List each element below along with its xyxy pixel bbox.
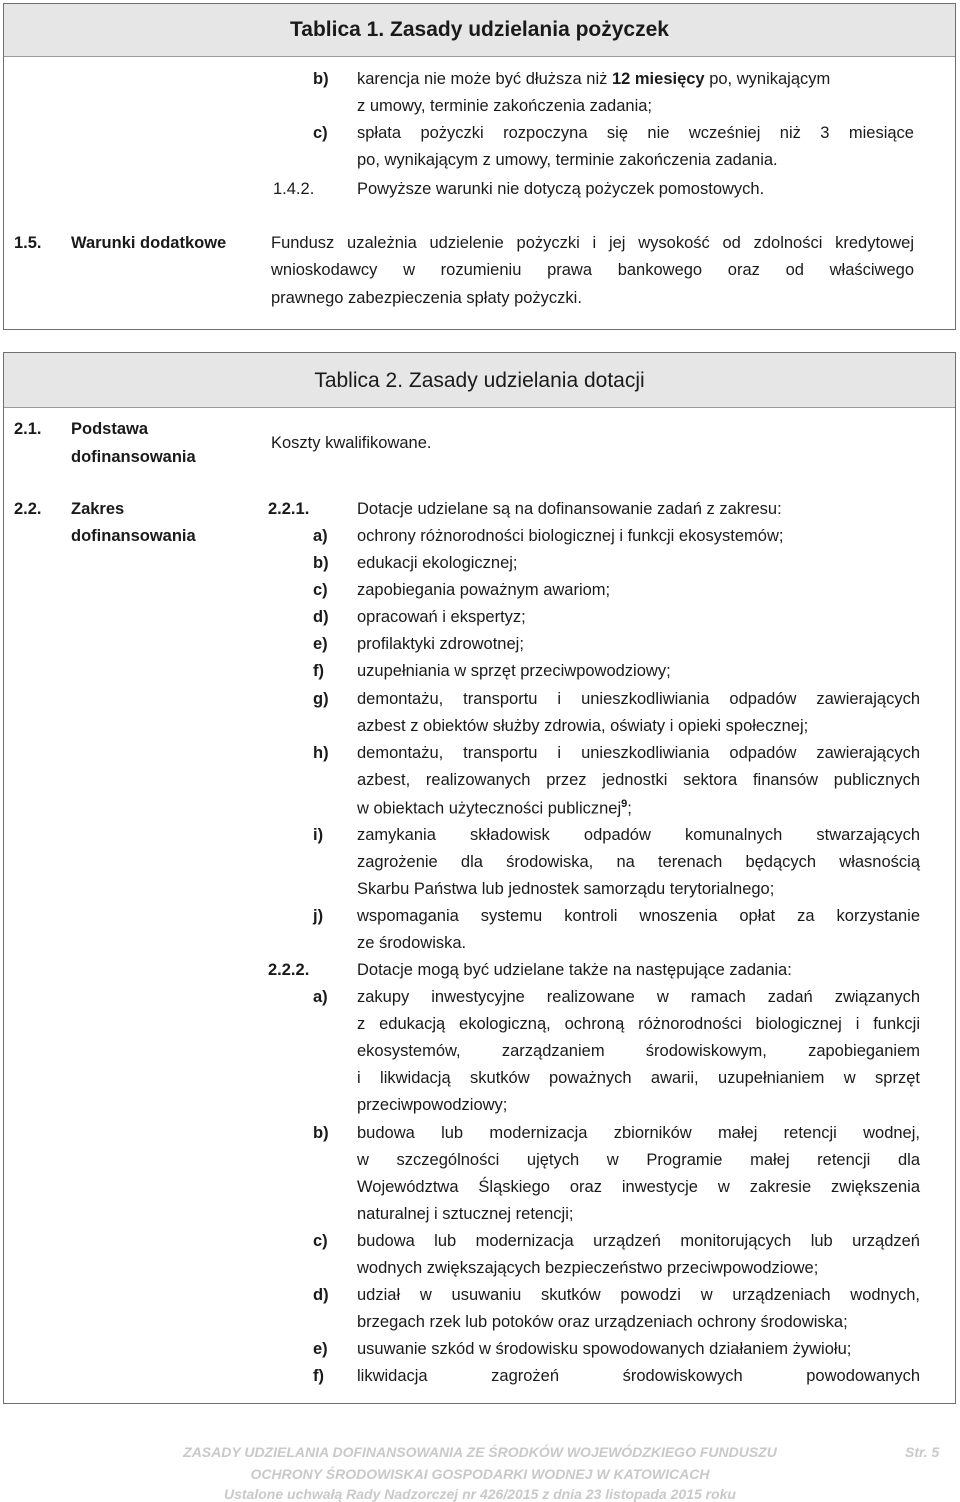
paragraph-label: 2.2.1. (268, 500, 310, 518)
footer-line: Ustalone uchwałą Rady Nadzorczej nr 426/2015 z dnia 23 listopada 2015 roku (224, 1486, 736, 1502)
list-label: d) (313, 608, 329, 626)
list-label: e) (313, 1340, 328, 1358)
item-label: c) (313, 124, 328, 142)
paragraph-text: Dotacje udzielane są na dofinansowanie zadań z zakresu: (357, 500, 782, 518)
section-number: 1.5. (14, 234, 42, 252)
list-label: j) (313, 907, 324, 925)
list-item: i likwidacją skutków poważnych awarii, uzupełnianiem w sprzęt (357, 1069, 920, 1087)
list-item: Skarbu Państwa lub jednostek samorządu terytorialnego; (357, 880, 775, 898)
row-heading: Podstawa (71, 420, 149, 438)
table-2-title: Tablica 2. Zasady udzielania dotacji (4, 353, 955, 408)
list-item: Województwa Śląskiego oraz inwestycje w zakresie zwiększenia (357, 1178, 920, 1196)
list-item: udział w usuwaniu skutków powodzi w urządzeniach wodnych, (357, 1286, 920, 1304)
list-label: a) (313, 988, 328, 1006)
list-item: uzupełniania w sprzęt przeciwpowodziowy; (357, 662, 671, 680)
row-number: 2.2. (14, 500, 42, 518)
item-b-line1: karencja nie może być dłuższa niż 12 miesięcy po, wynikającym (357, 70, 831, 88)
section-text-line: wnioskodawcy w rozumieniu prawa bankowego oraz od właściwego (271, 261, 914, 279)
footer-line: OCHRONY ŚRODOWISKAI GOSPODARKI WODNEJ W KATOWICACH (250, 1466, 710, 1482)
list-item: profilaktyki zdrowotnej; (357, 635, 524, 653)
row-heading: Zakres (71, 500, 125, 518)
list-label: d) (313, 1286, 329, 1304)
list-item: opracowań i ekspertyz; (357, 608, 526, 626)
list-item: zamykania składowisk odpadów komunalnych stwarzających (357, 826, 920, 844)
list-label: f) (313, 1367, 324, 1385)
list-label: h) (313, 744, 329, 762)
row-text: Koszty kwalifikowane. (271, 434, 432, 452)
list-label: b) (313, 554, 329, 572)
list-label: c) (313, 581, 328, 599)
list-item: zapobiegania poważnym awariom; (357, 581, 611, 599)
list-label: c) (313, 1232, 328, 1250)
table-1-title: Tablica 1. Zasady udzielania pożyczek (4, 4, 955, 57)
list-item: zakupy inwestycyjne realizowane w ramach zadań związanych (357, 988, 920, 1006)
item-label: b) (313, 70, 329, 88)
list-item: demontażu, transportu i unieszkodliwiania odpadów zawierających (357, 744, 920, 762)
item-c-line1: spłata pożyczki rozpoczyna się nie wcześniej niż 3 miesiące (357, 124, 914, 142)
list-item: budowa lub modernizacja urządzeń monitorujących lub urządzeń (357, 1232, 920, 1250)
list-item: ekosystemów, zarządzaniem środowiskowym, zapobieganiem (357, 1042, 920, 1060)
row-heading: dofinansowania (71, 527, 196, 545)
list-item: wspomagania systemu kontroli wnoszenia opłat za korzystanie (357, 907, 920, 925)
list-item: azbest, realizowanych przez jednostki sektora finansów publicznych (357, 771, 920, 789)
section-text-line: Fundusz uzależnia udzielenie pożyczki i jej wysokość od zdolności kredytowej (271, 234, 914, 252)
footer-line: ZASADY UDZIELANIA DOFINANSOWANIA ZE ŚRODKÓW WOJEWÓDZKIEGO FUNDUSZU (183, 1444, 777, 1460)
list-item: wodnych zwiększających bezpieczeństwo przeciwpowodziowe; (357, 1259, 819, 1277)
list-item: usuwanie szkód w środowisku spowodowanych działaniem żywiołu; (357, 1340, 852, 1358)
row-heading: dofinansowania (71, 448, 196, 466)
list-label: f) (313, 662, 324, 680)
list-item: w obiektach użyteczności publicznej$^9$; (357, 798, 632, 818)
list-item: naturalnej i sztucznej retencji; (357, 1205, 574, 1223)
section-text-line: prawnego zabezpieczenia spłaty pożyczki. (271, 289, 582, 307)
page-number: Str. 5 (905, 1444, 940, 1460)
section-heading: Warunki dodatkowe (71, 234, 227, 252)
paragraph-text: Dotacje mogą być udzielane także na następujące zadania: (357, 961, 792, 979)
footnote-marker: 9 (621, 798, 628, 810)
list-item: w szczególności ujętych w Programie małej retencji dla (357, 1151, 920, 1169)
list-item: ochrony różnorodności biologicznej i funkcji ekosystemów; (357, 527, 784, 545)
item-b-line2: z umowy, terminie zakończenia zadania; (357, 97, 653, 115)
note-label: 1.4.2. (273, 180, 315, 198)
note-text: Powyższe warunki nie dotyczą pożyczek pomostowych. (357, 180, 765, 198)
list-item: azbest z obiektów służby zdrowia, oświaty i opieki społecznej; (357, 717, 809, 735)
item-c-line2: po, wynikającym z umowy, terminie zakończenia zadania. (357, 151, 778, 169)
list-item: zagrożenie dla środowiska, na terenach będących własnością (357, 853, 920, 871)
list-item: z edukacją ekologiczną, ochroną różnorodności biologicznej i funkcji (357, 1015, 920, 1033)
row-number: 2.1. (14, 420, 42, 438)
list-item: demontażu, transportu i unieszkodliwiania odpadów zawierających (357, 690, 920, 708)
list-item: ze środowiska. (357, 934, 467, 952)
list-item: brzegach rzek lub potoków oraz urządzeniach ochrony środowiska; (357, 1313, 848, 1331)
list-item: edukacji ekologicznej; (357, 554, 518, 572)
list-item: przeciwpowodziowy; (357, 1096, 508, 1114)
list-label: a) (313, 527, 328, 545)
list-item: likwidacja zagrożeń środowiskowych powodowanych (357, 1367, 920, 1385)
list-label: b) (313, 1124, 329, 1142)
list-label: g) (313, 690, 329, 708)
list-label: e) (313, 635, 328, 653)
paragraph-label: 2.2.2. (268, 961, 310, 979)
list-item: budowa lub modernizacja zbiorników małej retencji wodnej, (357, 1124, 920, 1142)
list-label: i) (313, 826, 324, 844)
